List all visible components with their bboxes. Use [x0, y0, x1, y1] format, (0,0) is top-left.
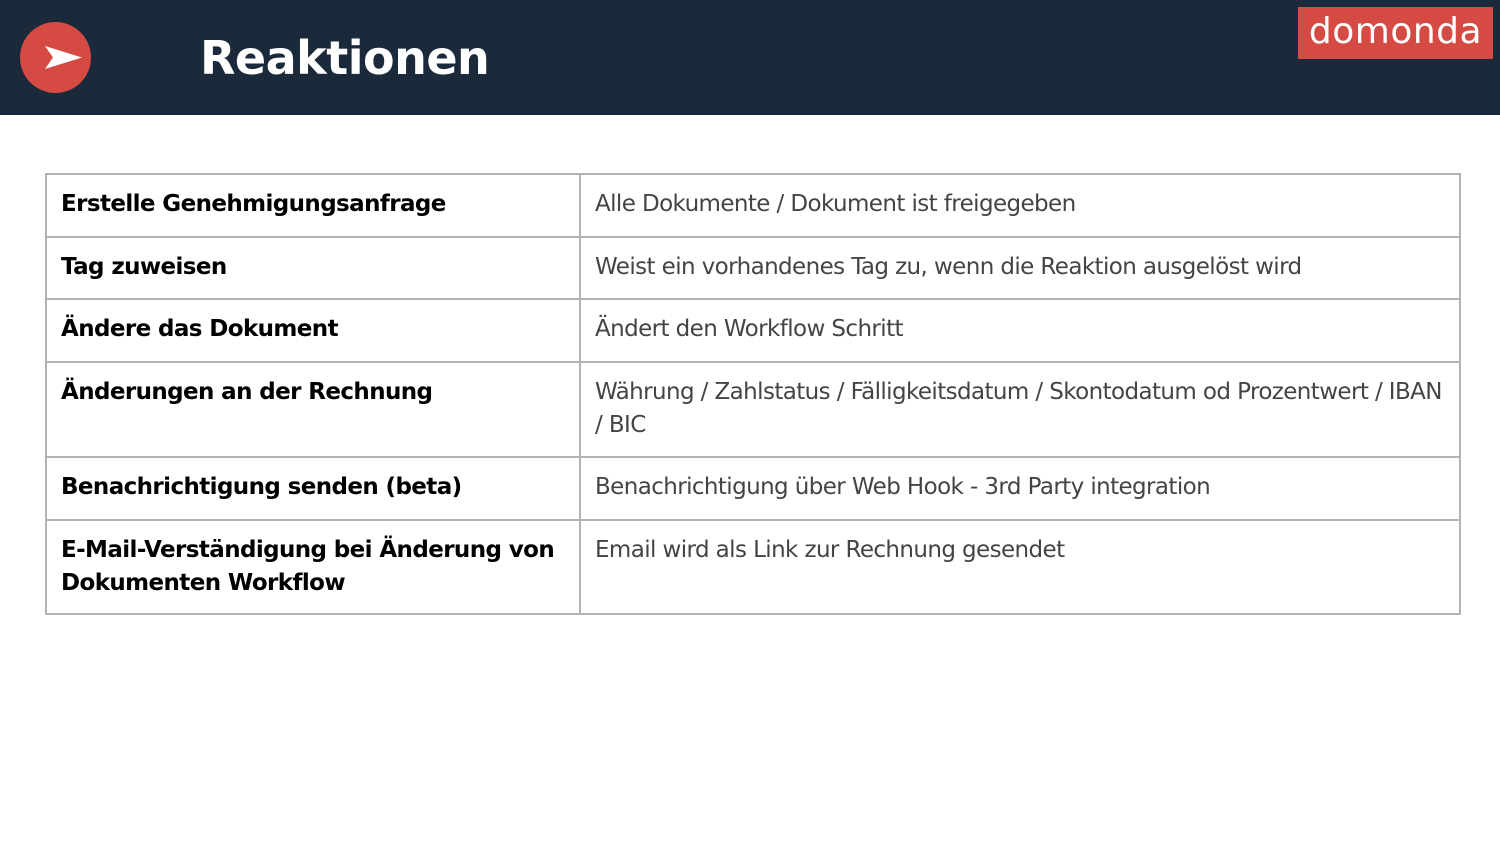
- reaction-description: Alle Dokumente / Dokument ist freigegeben: [580, 174, 1460, 237]
- arrow-right-icon: [20, 22, 91, 93]
- reactions-table: [45, 173, 1461, 615]
- table-row: [46, 237, 1460, 299]
- domonda-logo: domonda: [1298, 7, 1493, 59]
- reaction-description: Benachrichtigung über Web Hook - 3rd Party integration: [580, 457, 1460, 520]
- header-bar: [0, 0, 1500, 115]
- reaction-description: Email wird als Link zur Rechnung gesendet: [580, 520, 1460, 614]
- reaction-description: Weist ein vorhandenes Tag zu, wenn die Reaktion ausgelöst wird: [580, 237, 1460, 299]
- reaction-name: Benachrichtigung senden (beta): [46, 457, 580, 520]
- table-row: [46, 520, 1460, 614]
- reaction-description: Währung / Zahlstatus / Fälligkeitsdatum / Skontodatum od Prozentwert / IBAN / BIC: [580, 362, 1460, 457]
- reaction-name: E-Mail-Verständigung bei Änderung von Dokumenten Workflow: [46, 520, 580, 614]
- table-row: [46, 299, 1460, 362]
- reaction-name: Erstelle Genehmigungsanfrage: [46, 174, 580, 237]
- reaction-name: Änderungen an der Rechnung: [46, 362, 580, 457]
- table-row: [46, 362, 1460, 457]
- reaction-name: Ändere das Dokument: [46, 299, 580, 362]
- page-title: Reaktionen: [200, 31, 490, 85]
- table-row: [46, 174, 1460, 237]
- reaction-description: Ändert den Workflow Schritt: [580, 299, 1460, 362]
- table-row: [46, 457, 1460, 520]
- reaction-name: Tag zuweisen: [46, 237, 580, 299]
